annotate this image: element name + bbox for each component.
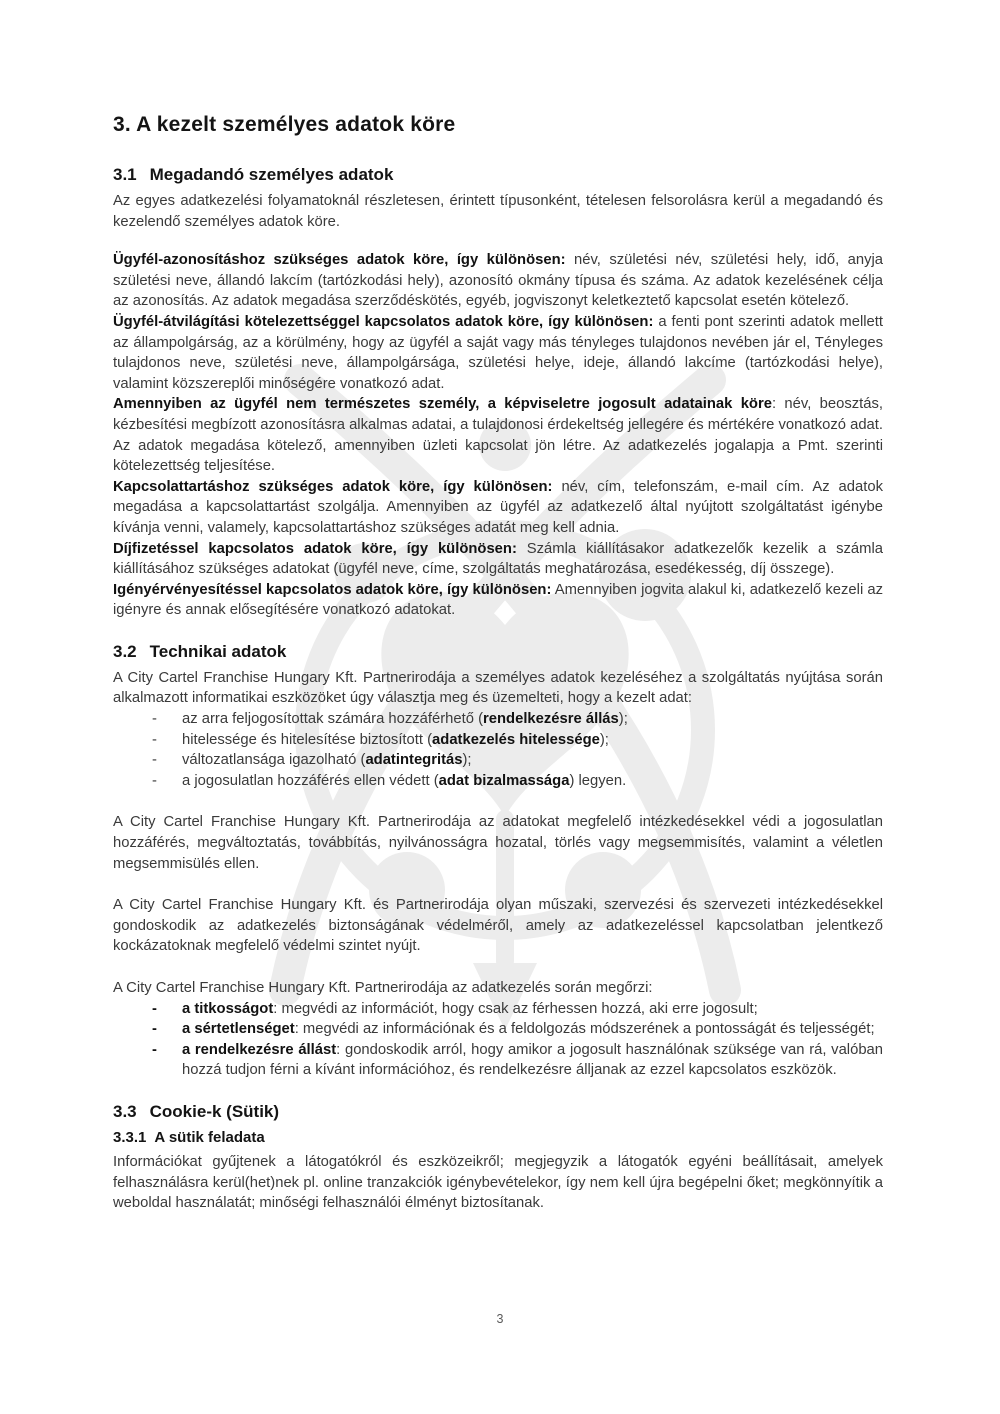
paragraph-preserves: A City Cartel Franchise Hungary Kft. Partnerirodája az adatkezelés során megőrzi: xyxy=(113,980,653,996)
heading-label: Cookie-k (Sütik) xyxy=(149,1101,280,1121)
heading-3-2 xyxy=(113,641,883,663)
paragraph-text: Amennyiben jogvita alakul ki, adatkezelő kezeli az igényre és annak elősegítésére vonatkozó adatokat. xyxy=(113,581,883,619)
list-item xyxy=(113,1040,883,1081)
bullet-bold: a sértetlenséget xyxy=(182,1021,295,1038)
bullet-post: ); xyxy=(599,731,609,748)
bullet-dash-icon: - xyxy=(152,772,157,789)
bullet-dash-icon: - xyxy=(152,1021,157,1038)
list-item xyxy=(113,771,883,792)
bullet-bold: a titkosságot xyxy=(182,1000,274,1017)
heading-3-3 xyxy=(113,1101,883,1123)
bullet-pre: hitelessége és hitelesítése biztosított ( xyxy=(182,731,433,748)
list-item xyxy=(113,709,883,730)
bullet-bold: adatkezelés hitelessége xyxy=(432,731,600,748)
heading-3-1 xyxy=(113,164,883,186)
heading-label: Technikai adatok xyxy=(149,641,287,661)
paragraph-lead: Kapcsolattartáshoz szükséges adatok köre, így különösen: xyxy=(113,478,553,495)
heading-number: 3.2 xyxy=(113,641,137,661)
bullet-bold: adatintegritás xyxy=(365,752,463,769)
list-item xyxy=(113,750,883,771)
paragraph-cookies-purpose: Információkat gyűjtenek a látogatókról és eszközeikről; megjegyzik a látogatók egyéni beállításait, amelyek felhasználásra kerül(het)nek pl. online tranzakciók igénybevételekor, így nem kell újra begépelni őket; megkönnyítik a weboldal használatát; minőségi felhasználói élményt biztosítanak. xyxy=(113,1153,883,1212)
heading-3-3-1 xyxy=(113,1128,883,1148)
page-content xyxy=(113,112,883,1214)
paragraph-lead: Igényérvényesítéssel kapcsolatos adatok köre, így különösen: xyxy=(113,581,552,598)
bullet-post: ) legyen. xyxy=(569,772,627,789)
document-title: 3. A kezelt személyes adatok köre xyxy=(113,113,456,136)
list-item xyxy=(113,730,883,751)
paragraph-lead: Díjfizetéssel kapcsolatos adatok köre, így különösen: xyxy=(113,540,517,557)
bullet-text: : megvédi az információnak és a feldolgozás módszerének a pontosságát és teljességét; xyxy=(294,1021,875,1038)
bullet-text: : megvédi az információt, hogy csak az férhessen hozzá, aki erre jogosult; xyxy=(273,1000,758,1017)
paragraph-text: a fenti pont szerinti adatok mellett az állampolgárság, az a körülmény, hogy az ügyfél a saját vagy más tényleges tulajdonos nevében jár el, Tényleges tulajdonos neve, születési neve, állampolgársága, születési helye, ideje, állandó lakcíme (tartózkodási helye), valamint közszereplői minőségére vonatkozó adat. xyxy=(113,313,884,392)
paragraph-customer-identification xyxy=(113,250,883,312)
bullet-post: ); xyxy=(462,752,472,769)
bullet-dash-icon: - xyxy=(152,752,157,769)
heading-number: 3.1 xyxy=(113,165,137,184)
heading-label: Megadandó személyes adatok xyxy=(149,165,394,184)
paragraph-text: név, cím, telefonszám, e-mail cím. Az adatok megadása a kapcsolattartást szolgálja. Amennyiben az ügyfél az adatkezelő által nyújtott szolgáltatást igénybe kívánja venni, valamely, kapcsolattartáshoz szükséges adatát meg kell adnia. xyxy=(113,478,883,536)
paragraph-lead: Ügyfél-azonosításhoz szükséges adatok köre, így különösen: xyxy=(113,252,566,269)
list-item xyxy=(113,1019,883,1040)
bullet-pre: a jogosulatlan hozzáférés ellen védett ( xyxy=(182,772,439,789)
bullet-text: : gondoskodik arról, hogy amikor a jogosult használónak szüksége van rá, valóban hozzá tudjon férni a kívánt információhoz, és rendelkezésre álljanak az ezzel kapcsolatos eszközök. xyxy=(182,1041,884,1079)
paragraph-3-2-intro: A City Cartel Franchise Hungary Kft. Partnerirodája a személyes adatok kezeléséhez a szolgáltatás nyújtása során alkalmazott informatikai eszközöket úgy választja meg és üzemelteti, hogy a kezelt adat: xyxy=(113,669,883,707)
paragraph-security-measures: A City Cartel Franchise Hungary Kft. és Partnerirodája olyan műszaki, szervezési és szervezeti intézkedésekkel gondoskodik az adatkezelés biztonságának védelméről, amely az adatkezeléssel kapcsolatban jelentkező kockázatoknak megfelelő védelmi szintet nyújt. xyxy=(113,897,883,955)
paragraph-lead: Ügyfél-átvilágítási kötelezettséggel kapcsolatos adatok köre, így különösen: xyxy=(113,313,654,330)
paragraph-contact-data xyxy=(113,477,883,539)
bullet-dash-icon: - xyxy=(152,1041,157,1058)
bullet-pre: az arra feljogosítottak számára hozzáférhető ( xyxy=(182,711,484,728)
bullet-pre: változatlansága igazolható ( xyxy=(182,752,366,769)
bullet-bold: adat bizalmassága xyxy=(438,772,570,789)
heading-number: 3.3 xyxy=(113,1101,137,1121)
bullet-dash-icon: - xyxy=(152,1000,157,1017)
paragraph-due-diligence xyxy=(113,312,883,394)
paragraph-protection: A City Cartel Franchise Hungary Kft. Partnerirodája az adatokat megfelelő intézkedésekkel védi a jogosulatlan hozzáférés, megváltoztatás, továbbítás, nyilvánosságra hozatal, törlés vagy megsemmisítés, valamint a véletlen megsemmisülés ellen. xyxy=(113,814,883,872)
paragraph-3-1-intro: Az egyes adatkezelési folyamatoknál részletesen, érintett típusonként, tételesen felsorolásra kerül a megadandó és kezelendő személyes adatok köre. xyxy=(113,193,883,230)
paragraph-text: név, születési név, születési hely, idő, anyja születési neve, állandó lakcím (tartózkodási hely), azonosító okmány típusa és száma. Az adatok kezelésének célja az azonosítás. Az adatok megadása szerződéskötés, egyéb, jogviszonyt keletkeztető kapcsolat esetén kötelező. xyxy=(113,252,884,310)
page-number: 3 xyxy=(496,1312,504,1326)
paragraph-text: Számla kiállításakor adatkezelők kezelik a számla kiállításához szükséges adatokat (ügyfél neve, címe, szolgáltatás meghatározása, esedékesség, díj összege). xyxy=(113,540,883,578)
list-item xyxy=(113,999,883,1020)
heading-number: 3.3.1 xyxy=(113,1128,147,1146)
heading-label: A sütik feladata xyxy=(154,1128,265,1146)
paragraph-legal-representative xyxy=(113,394,883,476)
bullet-bold: a rendelkezésre állást xyxy=(182,1041,337,1058)
bullet-dash-icon: - xyxy=(152,711,157,728)
paragraph-text: : név, beosztás, kézbesítési megbízott azonosításra alkalmas adatai, a tulajdonosi érdekeltség jellegére és mértékére vonatkozó adat. Az adatok megadása kötelező, amennyiben üzleti kapcsolat jön létre. Az adatkezelés jogalapja a Pmt. szerinti kötelezettség teljesítése. xyxy=(113,396,883,475)
bullet-bold: rendelkezésre állás xyxy=(483,711,619,728)
paragraph-lead: Amennyiben az ügyfél nem természetes személy, a képviseletre jogosult adatainak köre xyxy=(113,396,772,413)
bullet-dash-icon: - xyxy=(152,731,157,748)
paragraph-claims-data xyxy=(113,580,883,621)
paragraph-payment-data xyxy=(113,539,883,580)
bullet-post: ); xyxy=(618,711,628,728)
